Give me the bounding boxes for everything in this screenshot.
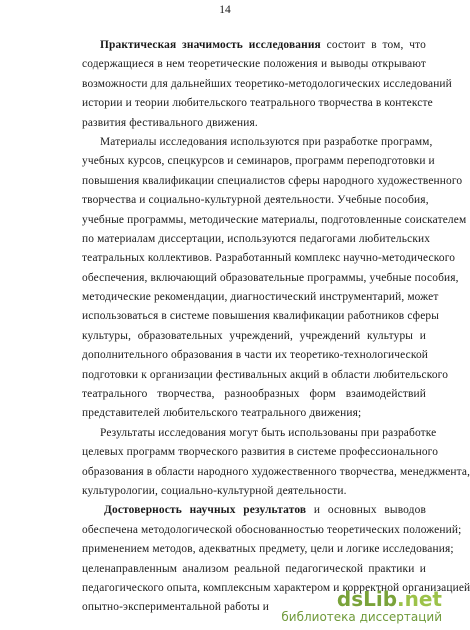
text-line [82,55,426,74]
line-text: подготовки к организации фестивальных акций в области любительского [82,368,449,381]
text-line [82,366,449,385]
line-text: Результаты исследования могут быть использованы при разработке [100,426,437,439]
text-line [82,307,440,326]
text-line [82,288,439,307]
line-text: педагогического опыта, комплексным характером и корректной организацией [82,581,470,594]
line-text: и основных выводов [306,504,426,517]
line-text: учебные программы, методические материалы, подготовленные соискателем [82,213,467,226]
bold-heading: Практическая значимость исследования [100,39,321,51]
text-line [82,172,463,191]
line-text: представителей любительского театрального движения; [82,407,362,420]
text-line [82,36,426,55]
text-line [82,152,435,171]
watermark-logo [281,588,442,610]
line-text: целенаправленным анализом реальной педагогической практики и [82,562,426,575]
line-text: творчества и социально-культурной деятельности. Учебные пособия, [82,194,429,207]
line-text: обеспечена методологической обоснованностью теоретических положений; [82,523,462,536]
line-text: по материалам диссертации, используются педагогами любительских [82,232,431,245]
line-text: учебных курсов, спецкурсов и семинаров, программ переподготовки и [82,155,435,168]
text-line [82,521,462,540]
line-text: образования в области народного художественного творчества, менеджмента, [82,465,470,478]
line-text: Материалы исследования используются при разработке программ, [100,135,433,148]
line-text: театрального творчества, разнообразных форм взаимодействий [82,388,426,401]
line-text: методические рекомендации, диагностический инструментарий, может [82,291,439,304]
text-line [82,269,459,288]
text-line [82,191,429,210]
text-line [82,404,426,423]
text-line [82,443,439,462]
line-text: состоит в том, что [320,39,426,51]
watermark-subtitle: библиотека диссертаций [281,610,442,624]
line-text: опытно-экспериментальной работы и [82,601,270,614]
document-body [82,36,470,618]
line-text: использоваться в системе повышения квалификации работников сферы [82,310,440,323]
text-line [82,463,470,482]
text-line [82,501,426,520]
line-text: целевых программ творческого развития в системе профессионального [82,446,439,459]
dslib-watermark [281,588,442,624]
text-line [82,385,426,404]
text-line [82,249,456,268]
line-text: культурологии, социально-культурной деятельности. [82,484,347,497]
watermark-logo-domain: .net [397,587,442,611]
page-number: 14 [219,4,231,16]
text-line [82,75,452,94]
line-text: дополнительного образования в части их теоретико-технологической [82,349,429,362]
text-line [82,346,429,365]
text-line [82,560,426,579]
line-text: театральных коллективов. Разработанный комплекс научно-методического [82,252,456,265]
line-text: возможности для дальнейших теоретико-методологических исследований [82,77,452,90]
watermark-logo-main: dsLib [336,587,398,611]
line-text: развития фестивального движения. [82,116,258,129]
text-line [82,327,426,346]
line-text: обеспечения, включающий образовательные программы, учебные пособия, [82,271,459,284]
line-text: повышения квалификации специалистов сферы народного художественного [82,174,463,187]
line-text: применением методов, адекватных предмету, цели и логике исследования; [82,543,454,556]
text-line [82,540,454,559]
line-text: культуры, образовательных учреждений, учреждений культуры и [82,329,426,342]
text-line [82,211,467,230]
line-text: содержащиеся в нем теоретические положения и выводы открывают [82,58,426,71]
text-line [82,230,431,249]
text-line [82,424,437,443]
text-line [82,114,426,133]
text-line [82,482,426,501]
text-line [82,133,433,152]
line-text: истории и теории любительского театрального творчества в контексте [82,97,433,110]
text-line [82,94,433,113]
bold-heading: Достоверность научных результатов [104,504,307,517]
